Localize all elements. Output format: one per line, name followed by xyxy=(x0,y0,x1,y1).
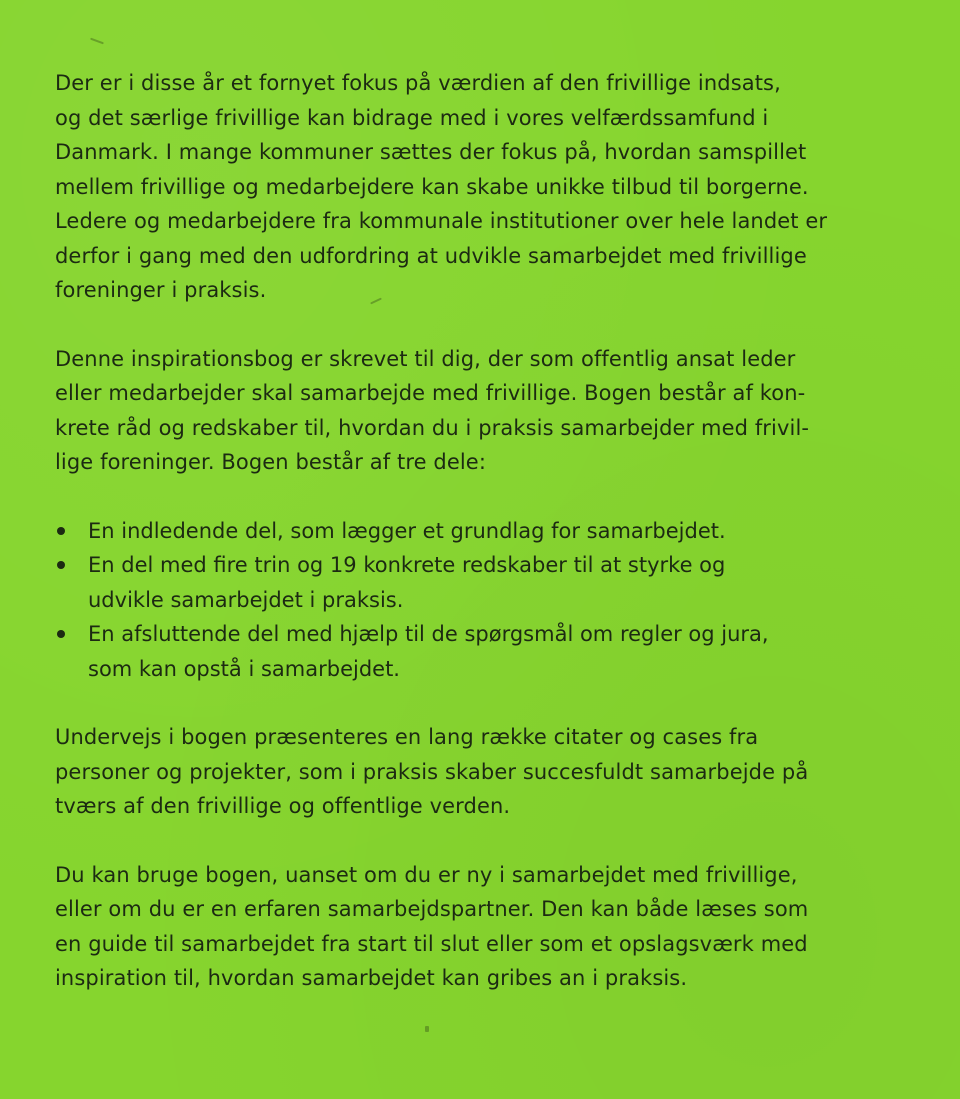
text-line: en guide til samarbejdet fra start til slut eller som et opslagsværk med xyxy=(55,931,808,956)
cases-paragraph xyxy=(55,720,910,824)
paper-speck xyxy=(90,38,104,45)
text-line: Du kan bruge bogen, uanset om du er ny i samarbejdet med frivillige, xyxy=(55,862,798,887)
bullet-icon xyxy=(57,561,65,569)
text-line: Danmark. I mange kommuner sættes der fokus på, hvordan samspillet xyxy=(55,140,807,164)
paper-speck xyxy=(425,1026,429,1032)
text-line: lige foreninger. Bogen består af tre dele: xyxy=(55,450,486,474)
text-line: Ledere og medarbejdere fra kommunale institutioner over hele landet er xyxy=(55,209,828,233)
bullet-icon xyxy=(57,630,65,638)
text-line: eller medarbejder skal samarbejde med frivillige. Bogen består af kon- xyxy=(55,381,806,405)
book-parts-list xyxy=(55,514,910,687)
text-line: og det særlige frivillige kan bidrage med i vores velfærdssamfund i xyxy=(55,105,769,130)
bullet-icon xyxy=(57,527,65,535)
list-item-text: som kan opstå i samarbejdet. xyxy=(88,656,400,681)
text-line: krete råd og redskaber til, hvordan du i praksis samarbejder med frivil- xyxy=(55,415,810,440)
paragraph-gap xyxy=(55,480,910,514)
list-item xyxy=(55,514,910,549)
paragraph-gap xyxy=(55,824,910,858)
list-item xyxy=(55,617,910,686)
usage-paragraph xyxy=(55,858,910,996)
text-line: eller om du er en erfaren samarbejdspartner. Den kan både læses som xyxy=(55,897,809,921)
text-line: mellem frivillige og medarbejdere kan skabe unikke tilbud til borgerne. xyxy=(55,174,809,199)
list-item-text: En del med fire trin og 19 konkrete redskaber til at styrke og xyxy=(88,553,726,577)
text-line: Der er i disse år et fornyet fokus på værdien af den frivillige indsats, xyxy=(55,71,781,95)
list-item-text: En indledende del, som lægger et grundlag for samarbejdet. xyxy=(88,518,726,543)
list-item-text: En afsluttende del med hjælp til de spørgsmål om regler og jura, xyxy=(88,622,769,646)
text-line: inspiration til, hvordan samarbejdet kan gribes an i praksis. xyxy=(55,966,688,990)
paragraph-gap xyxy=(55,308,910,342)
intro-paragraph xyxy=(55,66,910,308)
text-line: personer og projekter, som i praksis skaber succesfuldt samarbejde på xyxy=(55,759,809,784)
paragraph-gap xyxy=(55,686,910,720)
list-item-text: udvikle samarbejdet i praksis. xyxy=(88,587,404,612)
text-line: Denne inspirationsbog er skrevet til dig, der som offentlig ansat leder xyxy=(55,346,796,371)
text-line: Undervejs i bogen præsenteres en lang række citater og cases fra xyxy=(55,725,759,749)
text-line: tværs af den frivillige og offentlige verden. xyxy=(55,794,511,818)
list-item xyxy=(55,548,910,617)
text-line: derfor i gang med den udfordring at udvikle samarbejdet med frivillige xyxy=(55,243,807,268)
audience-paragraph xyxy=(55,342,910,480)
text-line: foreninger i praksis. xyxy=(55,278,267,302)
